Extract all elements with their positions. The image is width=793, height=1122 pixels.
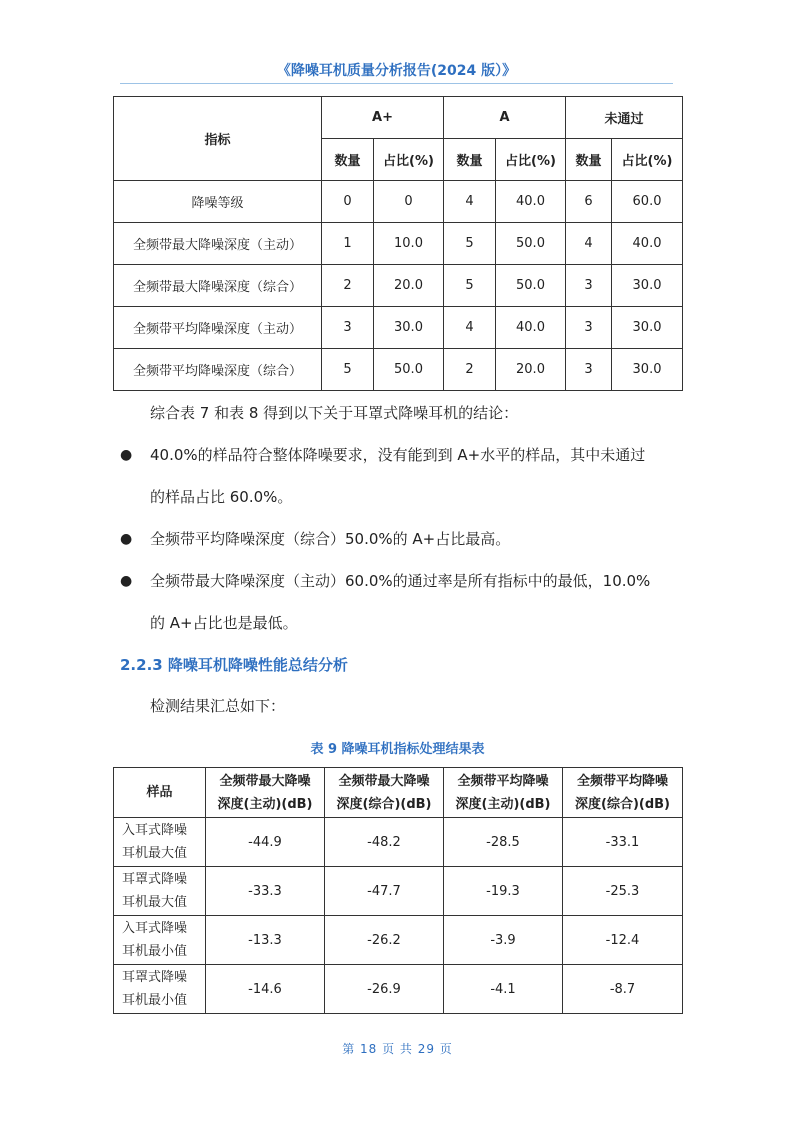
table-cell: 3 xyxy=(566,265,612,307)
column-header: 全频带最大降噪 深度(综合)(dB) xyxy=(325,768,444,818)
table-cell: -48.2 xyxy=(325,818,444,867)
table-caption: 表 9 降噪耳机指标处理结果表 xyxy=(310,742,485,757)
table-cell: 50.0 xyxy=(374,349,444,391)
table-cell: 4 xyxy=(444,181,496,223)
table-cell: 5 xyxy=(444,265,496,307)
table-cell: 20.0 xyxy=(496,349,566,391)
table-cell: -33.3 xyxy=(206,867,325,916)
table-cell: 3 xyxy=(566,307,612,349)
table-cell: -13.3 xyxy=(206,916,325,965)
sample-label: 耳罩式降噪 耳机最大值 xyxy=(114,867,206,916)
bullet-text: 全频带最大降噪深度（主动）60.0%的通过率是所有指标中的最低，10.0% xyxy=(150,572,651,590)
bullet-text: 40.0%的样品符合整体降噪要求，没有能到到 A+水平的样品，其中未通过 xyxy=(150,446,646,464)
table-cell: 50.0 xyxy=(496,265,566,307)
table-cell: 30.0 xyxy=(612,349,683,391)
row-label: 降噪等级 xyxy=(114,181,322,223)
table-cell: 30.0 xyxy=(612,265,683,307)
row-label: 全频带最大降噪深度（主动） xyxy=(114,223,322,265)
table-cell: -26.2 xyxy=(325,916,444,965)
bullet-icon: ● xyxy=(120,573,133,589)
table-cell: -19.3 xyxy=(444,867,563,916)
table-row xyxy=(114,223,683,265)
table-cell: -14.6 xyxy=(206,965,325,1014)
sub-header: 占比(%) xyxy=(612,139,683,181)
table-cell: -3.9 xyxy=(444,916,563,965)
summary-intro: 检测结果汇总如下： xyxy=(150,697,286,715)
table-cell: -28.5 xyxy=(444,818,563,867)
table-cell: 5 xyxy=(322,349,374,391)
table-row xyxy=(114,265,683,307)
table-cell: 0 xyxy=(322,181,374,223)
table-cell: 3 xyxy=(322,307,374,349)
table-row xyxy=(114,916,683,965)
conclusion-intro: 综合表 7 和表 8 得到以下关于耳罩式降噪耳机的结论： xyxy=(150,404,519,422)
bullet-icon: ● xyxy=(120,531,133,547)
group-header-fail: 未通过 xyxy=(566,97,683,139)
table-cell: -44.9 xyxy=(206,818,325,867)
table-cell: -33.1 xyxy=(563,818,683,867)
table-cell: -8.7 xyxy=(563,965,683,1014)
group-header-a-plus: A+ xyxy=(322,97,444,139)
table-cell: -47.7 xyxy=(325,867,444,916)
table-cell: -12.4 xyxy=(563,916,683,965)
table-cell: 30.0 xyxy=(612,307,683,349)
table-cell: 40.0 xyxy=(612,223,683,265)
page-number: 第 18 页 共 29 页 xyxy=(342,1042,453,1056)
row-label: 全频带平均降噪深度（综合） xyxy=(114,349,322,391)
table-cell: 4 xyxy=(566,223,612,265)
sub-header: 占比(%) xyxy=(374,139,444,181)
bullet-text: 全频带平均降噪深度（综合）50.0%的 A+占比最高。 xyxy=(150,530,511,548)
table-row xyxy=(114,818,683,867)
table-row xyxy=(114,349,683,391)
section-heading: 2.2.3 降噪耳机降噪性能总结分析 xyxy=(120,656,348,674)
group-header-a: A xyxy=(444,97,566,139)
table-cell: 20.0 xyxy=(374,265,444,307)
table-cell: -26.9 xyxy=(325,965,444,1014)
table-cell: 60.0 xyxy=(612,181,683,223)
table-row xyxy=(114,965,683,1014)
sub-header: 数量 xyxy=(444,139,496,181)
table-cell: 10.0 xyxy=(374,223,444,265)
row-label: 全频带平均降噪深度（主动） xyxy=(114,307,322,349)
sub-header: 数量 xyxy=(566,139,612,181)
table-cell: 0 xyxy=(374,181,444,223)
table-cell: 6 xyxy=(566,181,612,223)
table-cell: 5 xyxy=(444,223,496,265)
column-header: 全频带平均降噪 深度(综合)(dB) xyxy=(563,768,683,818)
table-cell: 40.0 xyxy=(496,181,566,223)
table-row xyxy=(114,867,683,916)
table-cell: -25.3 xyxy=(563,867,683,916)
sample-label: 耳罩式降噪 耳机最小值 xyxy=(114,965,206,1014)
table-cell: 4 xyxy=(444,307,496,349)
sample-label: 入耳式降噪 耳机最大值 xyxy=(114,818,206,867)
table-cell: 1 xyxy=(322,223,374,265)
table-cell: 3 xyxy=(566,349,612,391)
row-label: 全频带最大降噪深度（综合） xyxy=(114,265,322,307)
table-cell: 50.0 xyxy=(496,223,566,265)
sample-label: 入耳式降噪 耳机最小值 xyxy=(114,916,206,965)
header-divider xyxy=(120,83,673,84)
table-cell: -4.1 xyxy=(444,965,563,1014)
indicator-header: 指标 xyxy=(114,97,322,181)
column-header: 样品 xyxy=(114,768,206,818)
column-header: 全频带最大降噪 深度(主动)(dB) xyxy=(206,768,325,818)
table-row xyxy=(114,307,683,349)
results-summary-table xyxy=(113,767,683,1014)
table-cell: 40.0 xyxy=(496,307,566,349)
bullet-text: 的样品占比 60.0%。 xyxy=(150,488,293,506)
table-row xyxy=(114,181,683,223)
report-header-title: 《降噪耳机质量分析报告(2024 版）》 xyxy=(276,63,517,79)
table-cell: 2 xyxy=(322,265,374,307)
column-header: 全频带平均降噪 深度(主动)(dB) xyxy=(444,768,563,818)
table-header-row xyxy=(114,768,683,818)
sub-header: 数量 xyxy=(322,139,374,181)
grade-distribution-table xyxy=(113,96,683,391)
bullet-text: 的 A+占比也是最低。 xyxy=(150,614,298,632)
table-cell: 2 xyxy=(444,349,496,391)
table-cell: 30.0 xyxy=(374,307,444,349)
sub-header: 占比(%) xyxy=(496,139,566,181)
bullet-icon: ● xyxy=(120,447,133,463)
